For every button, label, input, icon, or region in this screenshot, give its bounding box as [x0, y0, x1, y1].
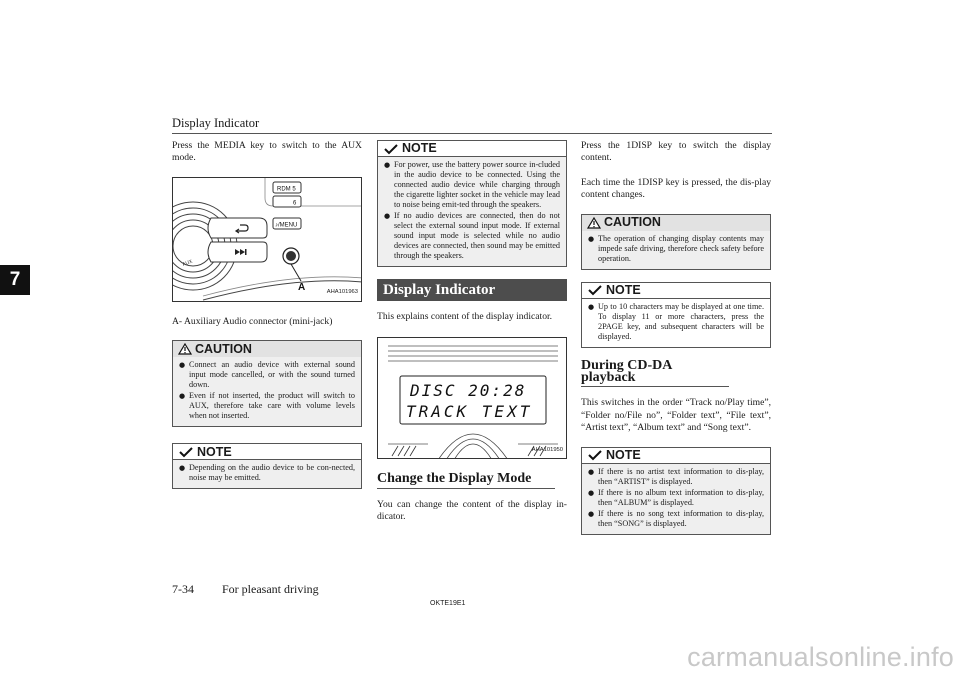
column-1	[172, 140, 362, 499]
display-line-2: TRACK TEXT	[406, 402, 533, 422]
warning-triangle-icon	[587, 217, 601, 229]
note-body	[378, 157, 566, 266]
list-item: ● If there is no artist text information to dis-play, then “ARTIST” is displayed.	[588, 466, 764, 486]
column-2	[377, 140, 567, 536]
caution-title: CAUTION	[195, 342, 252, 357]
note-body	[582, 464, 770, 534]
caution-header	[173, 341, 361, 357]
caution-box	[172, 340, 362, 427]
sub-text: You can change the content of the display in-dicator.	[377, 498, 567, 523]
note-header	[582, 448, 770, 464]
figure-code: AHA101963	[326, 289, 358, 296]
aux-connector-figure	[172, 177, 362, 302]
note-box	[377, 140, 567, 267]
sub-text: This switches in the order “Track no/Play time”, “Folder no/File no”, “Folder text”, “File text”, “Artist text”, “Album text” and “Song text”.	[581, 397, 771, 434]
caution-title: CAUTION	[604, 215, 661, 230]
note-box	[581, 447, 771, 535]
note-body	[173, 460, 361, 488]
label-6: 6	[293, 200, 297, 207]
chapter-tab: 7	[0, 265, 30, 295]
list-item: ● If there is no album text information to dis-play, then “ALBUM” is displayed.	[588, 487, 764, 507]
bullet-icon: ●	[179, 392, 186, 401]
note-check-icon	[178, 446, 194, 458]
caution-body	[582, 231, 770, 269]
note-check-icon	[587, 284, 603, 296]
sub-heading: Change the Display Mode	[377, 473, 555, 488]
note-title: NOTE	[197, 444, 232, 459]
aux-connector-illustration	[173, 178, 362, 302]
footer-section: For pleasant driving	[222, 582, 319, 596]
bullet-icon: ●	[588, 234, 595, 243]
bullet-icon: ●	[179, 361, 186, 370]
note-header	[582, 283, 770, 299]
caution-body	[173, 357, 361, 426]
label-menu: ♪/MENU	[275, 222, 298, 229]
page-number: 7-34	[172, 582, 194, 596]
bullet-icon: ●	[384, 212, 391, 220]
bullet-icon: ●	[384, 161, 391, 169]
note-title: NOTE	[402, 141, 437, 156]
list-item: ● Even if not inserted, the product will switch to AUX, therefore take care with volume levels when not inserted.	[179, 391, 355, 421]
list-item: ● For power, use the battery power source in-cluded in the audio device to be connected. Using the connected audio device while charging through the cigarette lighter socket in the vehicle may lead to noise being emit-ted through the speakers.	[384, 160, 560, 209]
caution-box	[581, 214, 771, 270]
label-aux: AUX	[181, 258, 194, 268]
note-box	[172, 443, 362, 489]
label-a: A	[298, 281, 306, 293]
display-figure	[377, 337, 567, 459]
note-title: NOTE	[606, 282, 641, 297]
label-rdm: RDM 5	[277, 186, 296, 193]
note-body	[582, 299, 770, 347]
warning-triangle-icon	[178, 343, 192, 355]
note-header	[378, 141, 566, 157]
running-header: Display Indicator	[172, 116, 260, 130]
bullet-icon: ●	[588, 488, 595, 497]
list-item: ● Depending on the audio device to be con-nected, noise may be emitted.	[179, 463, 355, 483]
aux-intro-text: Press the MEDIA key to switch to the AUX mode.	[172, 140, 362, 164]
bullet-icon: ●	[588, 302, 595, 311]
list-item: ● If there is no song text information to dis-play, then “SONG” is displayed.	[588, 508, 764, 528]
figure-caption: A- Auxiliary Audio connector (mini-jack)	[172, 315, 333, 327]
list-item: ● Up to 10 characters may be displayed at one time. To display 11 or more characters, press the 2PAGE key, and subsequent characters will be displayed.	[588, 301, 764, 341]
display-line-1: DISC 20:28	[410, 381, 527, 401]
watermark: carmanualsonline.info	[687, 642, 954, 672]
bullet-icon: ●	[588, 467, 595, 476]
section-title: Display Indicator	[377, 279, 567, 301]
disp-text-2: Each time the 1DISP key is pressed, the dis-play content changes.	[581, 176, 771, 201]
list-item: ● If no audio devices are connected, then do not select the external sound input mode. If external sound input mode is selected while no audio devices are connected, then sound may be emitted through the speakers.	[384, 211, 560, 260]
bullet-icon: ●	[588, 509, 595, 518]
figure-code: AHA101950	[531, 447, 563, 453]
sub-heading: During CD-DA playback	[581, 360, 729, 388]
caution-header	[582, 215, 770, 231]
list-item: ● Connect an audio device with external sound input mode cancelled, or with the sound turned down.	[179, 360, 355, 390]
section-intro: This explains content of the display indicator.	[377, 311, 553, 322]
note-box	[581, 282, 771, 348]
display-illustration	[378, 338, 567, 459]
disp-text-1: Press the 1DISP key to switch the display content.	[581, 140, 771, 164]
note-check-icon	[383, 143, 399, 155]
bullet-icon: ●	[179, 464, 186, 473]
list-item: ● The operation of changing display contents may impede safe driving, therefore check safety before operation.	[588, 233, 764, 263]
manual-code: OKTE19E1	[430, 600, 466, 607]
note-title: NOTE	[606, 447, 641, 462]
note-header	[173, 444, 361, 460]
column-3	[581, 140, 771, 545]
note-check-icon	[587, 449, 603, 461]
header-rule	[172, 133, 772, 134]
